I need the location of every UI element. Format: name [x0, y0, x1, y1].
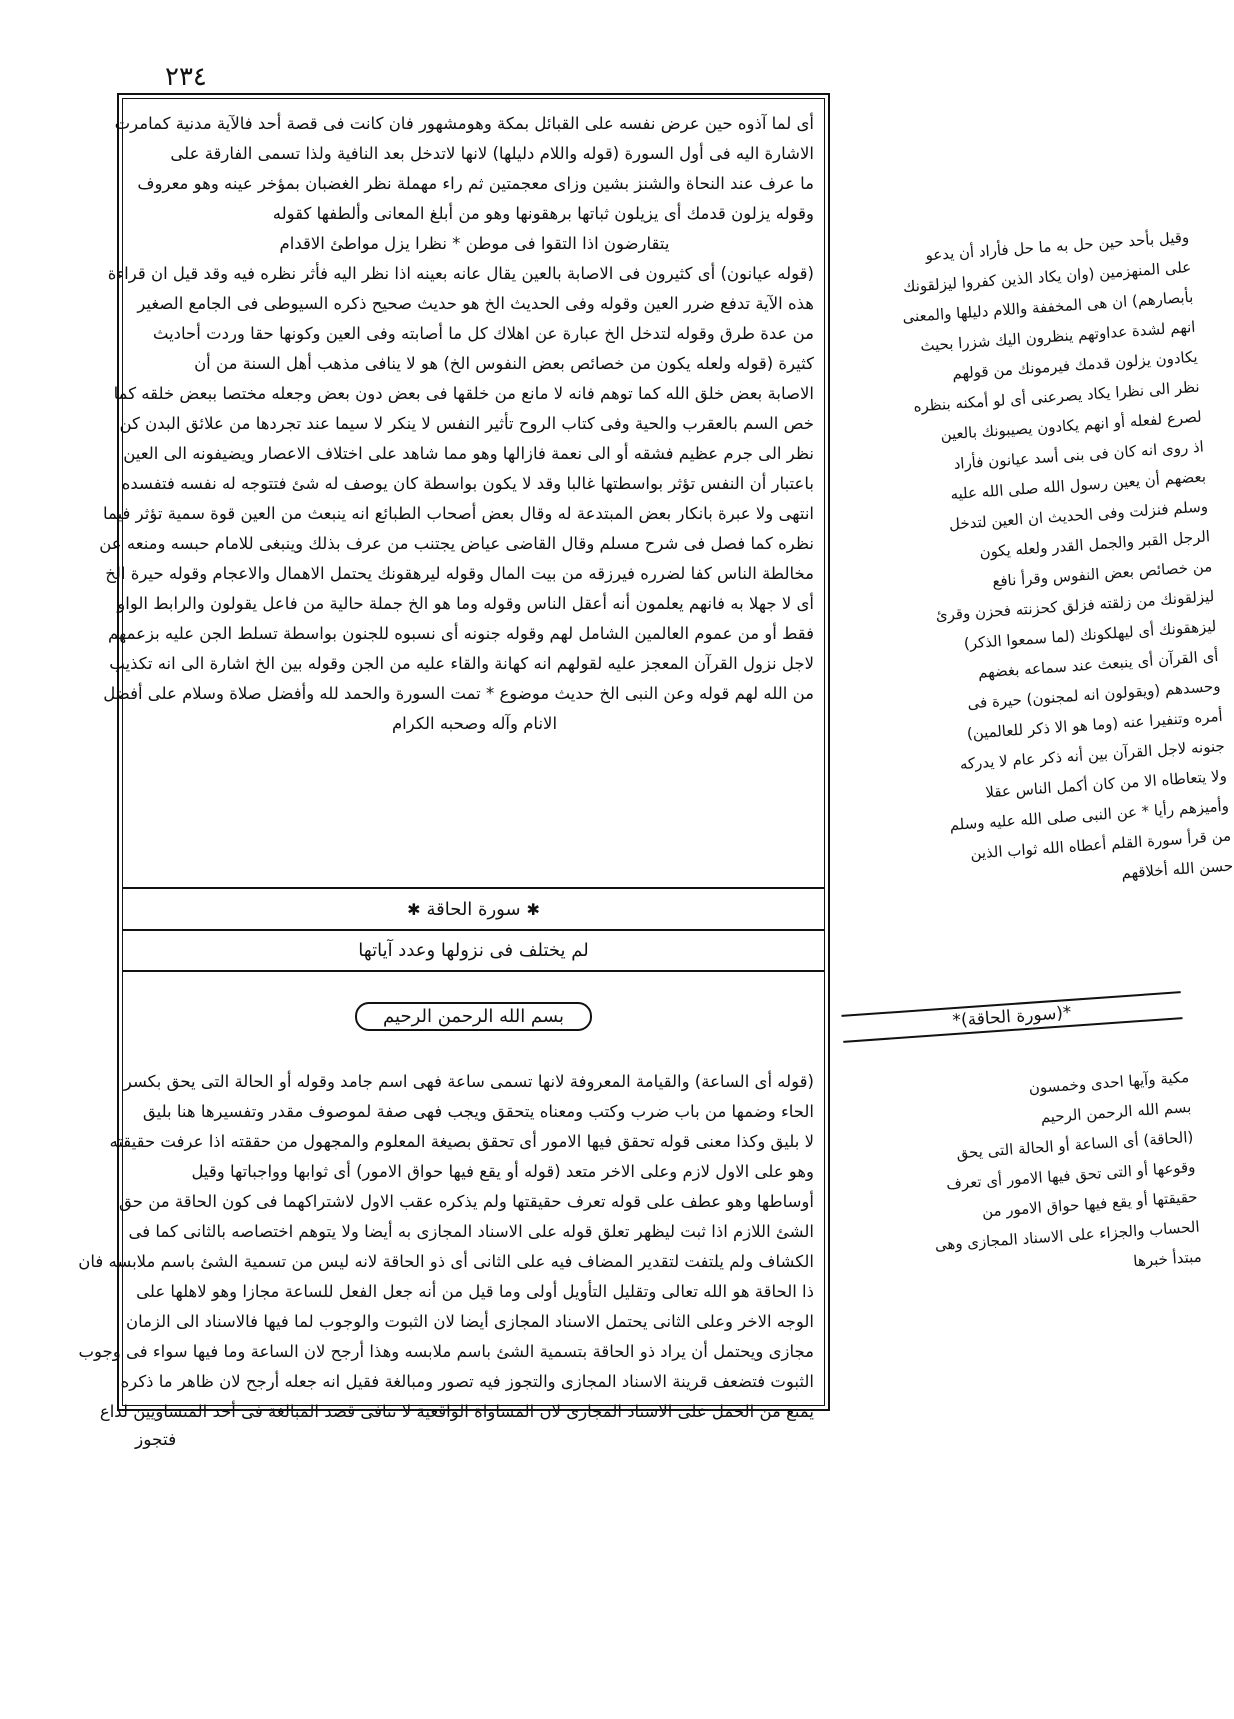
- margin-line: وحسدهم (ويقولون انه لمجنون) حيرة فى: [966, 676, 1222, 713]
- text-line: ذا الحاقة هو الله تعالى وتقليل التأويل أولى وما قيل من أنه جعل الفعل للساعة مجازا وهو لاهلها على: [136, 1282, 814, 1301]
- text-line: الكشاف ولم يلتفت لتقدير المضاف فيه على الثانى أى ذو الحاقة لانه ليس من تسمية الشئ باسم ملابسه فان: [78, 1252, 814, 1271]
- text-line: أى لا جهلا به فانهم يعلمون أنه أعقل الناس وقوله وما هو الخ جملة حالية من فاعل يقولون والرابط الواو: [117, 594, 814, 613]
- margin-line: بأبصارهم) ان هى المخففة واللام دليلها والمعنى: [901, 287, 1194, 327]
- text-line: من عدة طرق وقوله لتدخل الخ عبارة عن اهلاك كل ما أصابته وفى العين وكونها حقا وردت أحاديث: [152, 324, 814, 343]
- text-line: كثيرة (قوله ولعله يكون من خصائص بعض النفوس الخ) هو لا ينافى مذهب أهل السنة من أن: [194, 354, 814, 373]
- text-line: مخالطة الناس كفا لضرره فيرزقه من بيت المال وقوله ليرهقونك يحتمل الاهمال والاعجام وقوله حيرة الخ: [105, 564, 814, 583]
- margin-line: ليزهقونك أى ليهلكونك (لما سمعوا الذكر): [963, 617, 1217, 653]
- surah-note: [123, 929, 824, 972]
- margin-line: وأميزهم رأيا * عن النبى صلى الله عليه وسلم: [949, 796, 1230, 835]
- text-line: (قوله أى الساعة) والقيامة المعروفة لانها تسمى ساعة فهى اسم جامد وقوله أو الحالة التى يحق بكسر: [123, 1072, 814, 1091]
- surah-heading: [123, 887, 824, 931]
- margin-line: الرجل القبر والجمل القدر ولعله يكون: [978, 527, 1211, 562]
- text-line: باعتبار أن النفس تؤثر بواسطتها غالبا وقد لا يكون بواسطة كان يوصف له شئ فتتوجه له نفسه فتفسده: [121, 474, 814, 493]
- text-line: الانام وآله وصحبه الكرام: [391, 714, 558, 733]
- margin-line: بعضهم أن يعين رسول الله صلى الله عليه: [949, 467, 1207, 504]
- text-line: لاجل نزول القرآن المعجز عليه لقولهم انه كهانة والقاء عليه من الجن وقوله بين الخ اشارة الى انه تكذيب: [109, 654, 814, 673]
- text-line: (قوله عيانون) أى كثيرون فى الاصابة بالعين يقال عانه بعينه اذا نظر اليه فأثر نظره فيه وقد قيل ان قراءة: [107, 264, 814, 283]
- text-line: وقوله يزلون قدمك أى يزيلون ثباتها برهقونها وهو من أبلغ المعانى وألطفها كقوله: [272, 204, 814, 223]
- margin-line: وقيل بأحد حين حل به ما حل فأراد أن يدعو: [924, 227, 1190, 265]
- margin-line: حقيقتها أو يقع فيها حواق الامور من: [981, 1187, 1199, 1221]
- text-line: نظره كما فصل فى شرح مسلم وقال القاضى عياض يجتنب من عرف بذلك وينبغى للامام حبسه ومنعه عن: [99, 534, 814, 553]
- margin-line: نظر الى نظرا يكاد يصرعنى أى لو أمكنه بنظره: [912, 377, 1201, 416]
- poetry-verse: يتقارضون اذا التقوا فى موطن * نظرا يزل مواطئ الاقدام: [279, 234, 670, 253]
- text-line: يمنع من الحمل على الاسناد المجازى لان المساواة الواقعية لا تنافى قصد المبالغة فى أحد المتساويين لداع: [99, 1402, 814, 1421]
- margin-line: على المنهزمين (وان يكاد الذين كفروا ليزلقونك: [902, 257, 1192, 297]
- text-line: أى لما آذوه حين عرض نفسه على القبائل بمكة وهومشهور فان كانت فى قصة أحد فالآية مدنية كمامرت: [114, 114, 814, 133]
- margin-tafsir-lower: [843, 1062, 1203, 1296]
- text-line: انتهى ولا عبرة بانكار بعض المبتدعة له وقال بعض أصحاب الطبائع انه ينبعث من العين قوة سمية تؤثر فيما: [103, 504, 814, 523]
- surah-heading-text: سورة الحاقة: [426, 898, 521, 920]
- basmala-heading: [123, 995, 824, 1037]
- margin-line: مكية وآيها احدى وخمسون: [1028, 1067, 1190, 1098]
- text-line: الثبوت فتضعف قرينة الاسناد المجازى والتجوز فيه تصور ومبالغة فقيل انه جعله أرجح لان ظاهر ما ذكره: [120, 1372, 814, 1391]
- margin-line: حسن الله أخلاقهم: [1120, 856, 1234, 883]
- margin-line: اذ روى انه كان فى بنى أسد عيانون فأراد: [953, 437, 1205, 473]
- margin-line: أى القرآن أى ينبعث عند سماعه بغضهم: [977, 646, 1219, 682]
- main-commentary-frame: [78, 93, 830, 1421]
- margin-line: ولا يتعاطاه الا من كان أكمل الناس عقلا: [984, 766, 1228, 802]
- star-ornament-icon: ✱: [407, 899, 421, 919]
- commentary-upper-block: [99, 109, 814, 739]
- margin-line: بسم الله الرحمن الرحيم: [1040, 1097, 1192, 1127]
- margin-line: أمره وتنفيرا عنه (وما هو الا ذكر للعالمين): [966, 706, 1224, 743]
- margin-line: وسلم فنزلت وفى الحديث ان العين لتدخل: [948, 497, 1209, 534]
- text-line: هذه الآية تدفع ضرر العين وقوله وفى الحديث الخ هو حديث صحيح ذكره السيوطى فى الجامع الصغير: [137, 294, 814, 313]
- margin-line: مبتدأ خبرها: [1132, 1247, 1203, 1271]
- margin-line: الحساب والجزاء على الاسناد المجازى وهى: [934, 1217, 1201, 1255]
- margin-line: يكادون يزلون قدمك فيرمونك من قولهم: [951, 347, 1199, 383]
- margin-line: ليزلقونك من زلقته فزلق كحزنته فحزن وقرئ: [935, 587, 1215, 625]
- text-line: الاصابة بعض خلق الله كما توهم فانه لا مانع من خلقها فى بعض دون بعض وجعله مختصا ببعض خلقه كما: [113, 384, 814, 403]
- margin-surah-heading: *(سورة الحاقة)*: [841, 991, 1182, 1043]
- page-number: ٢٣٤: [165, 62, 207, 92]
- text-line: من الله لهم قوله وعن النبى الخ حديث موضوع * تمت السورة والحمد لله وأفضل صلاة وسلام على أفضل: [103, 684, 814, 703]
- text-line: خص السم بالعقرب والحية وفى كتاب الروح تأثير النفس لا ينكر لا سيما عند تجردها من علائق البدن كن: [119, 414, 814, 433]
- text-line: أوساطها وهو عطف على قوله تعرف حقيقتها ولم يذكره عقب الاول لاشتراكهما فى كون الحاقة من حق: [119, 1192, 814, 1211]
- text-line: وهو على الاول لازم وعلى الاخر متعد (قوله أو يقع فيها حواق الامور) أى ثوابها وواجباتها وقيل: [191, 1162, 814, 1181]
- text-line: الوجه الاخر وعلى الثانى يحتمل الاسناد المجازى أيضا لان الثبوت والوجوب لما فيها فالاسناد الى الزمان: [126, 1312, 814, 1331]
- text-line: الحاء وضمها من باب ضرب وكتب ومعناه يتحقق ويجب فهى صفة لموصوف مقدر وتفسيرها هنا بليق: [142, 1102, 814, 1121]
- margin-line: جنونه لاجل القرآن بين أنه ذكر عام لا يدركه: [959, 736, 1226, 774]
- text-line: ما عرف عند النحاة والشنز بشين وزاى معجمتين ثم راء مهملة نظر الغضبان بمؤخر عينه وهو معروف: [137, 174, 814, 193]
- basmala-text: بسم الله الرحمن الرحيم: [355, 1002, 592, 1031]
- margin-line: انهم لشدة عداوتهم ينظرون اليك شزرا بحيث: [919, 317, 1196, 355]
- surah-note-text: لم يختلف فى نزولها وعدد آياتها: [358, 939, 589, 961]
- margin-line: من خصائص بعض النفوس وقرأ نافع: [991, 557, 1213, 591]
- margin-line: من قرأ سورة القلم أعطاه الله ثواب الذين: [969, 826, 1232, 863]
- text-line: مجازى ويحتمل أن يراد ذو الحاقة بتسمية الشئ باسم ملابسه وهذا أرجح لان الساعة وما فيها سواء فى وجوب: [78, 1342, 814, 1361]
- catchword: فتجوز: [135, 1430, 177, 1450]
- commentary-lower-block: [78, 1067, 814, 1427]
- text-line: نظر الى جرم عظيم فشقه أو الى نعمة فازالها وهو مما شاهد على اختلاف الاعصار ويضيفونه الى العين: [123, 444, 814, 463]
- margin-line: وقوعها أو التى تحق فيها الامور أى تعرف: [945, 1157, 1196, 1194]
- margin-tafsir-upper: [843, 222, 1234, 905]
- margin-line: (الحاقة) أى الساعة أو الحالة التى يحق: [955, 1127, 1194, 1163]
- text-line: الشئ اللازم اذا ثبت ليظهر تعلق قوله على الاسناد المجازى به أيضا ولا يتوهم اختصاصه بالثانى كما فى: [128, 1222, 814, 1241]
- text-line: الاشارة اليه فى أول السورة (قوله واللام دليلها) لانها لاتدخل بعد النافية ولذا تسمى الفارقة على: [170, 144, 814, 163]
- margin-line: لصرع لفعله أو انهم يكادون يصيبونك بالعين: [939, 407, 1203, 444]
- text-line: لا بليق وكذا معنى قوله تحقق فيها الامور أى تحقق بصيغة المعلوم والمجهول من حققته اذا عرفت حقيقته: [109, 1132, 814, 1151]
- text-line: فقط أو من عموم العالمين الشامل لهم وقوله جنونه أى نسبوه للجنون بواسطة تسلط الجن عليه بزعمهم: [108, 624, 814, 643]
- star-ornament-icon: ✱: [526, 899, 540, 919]
